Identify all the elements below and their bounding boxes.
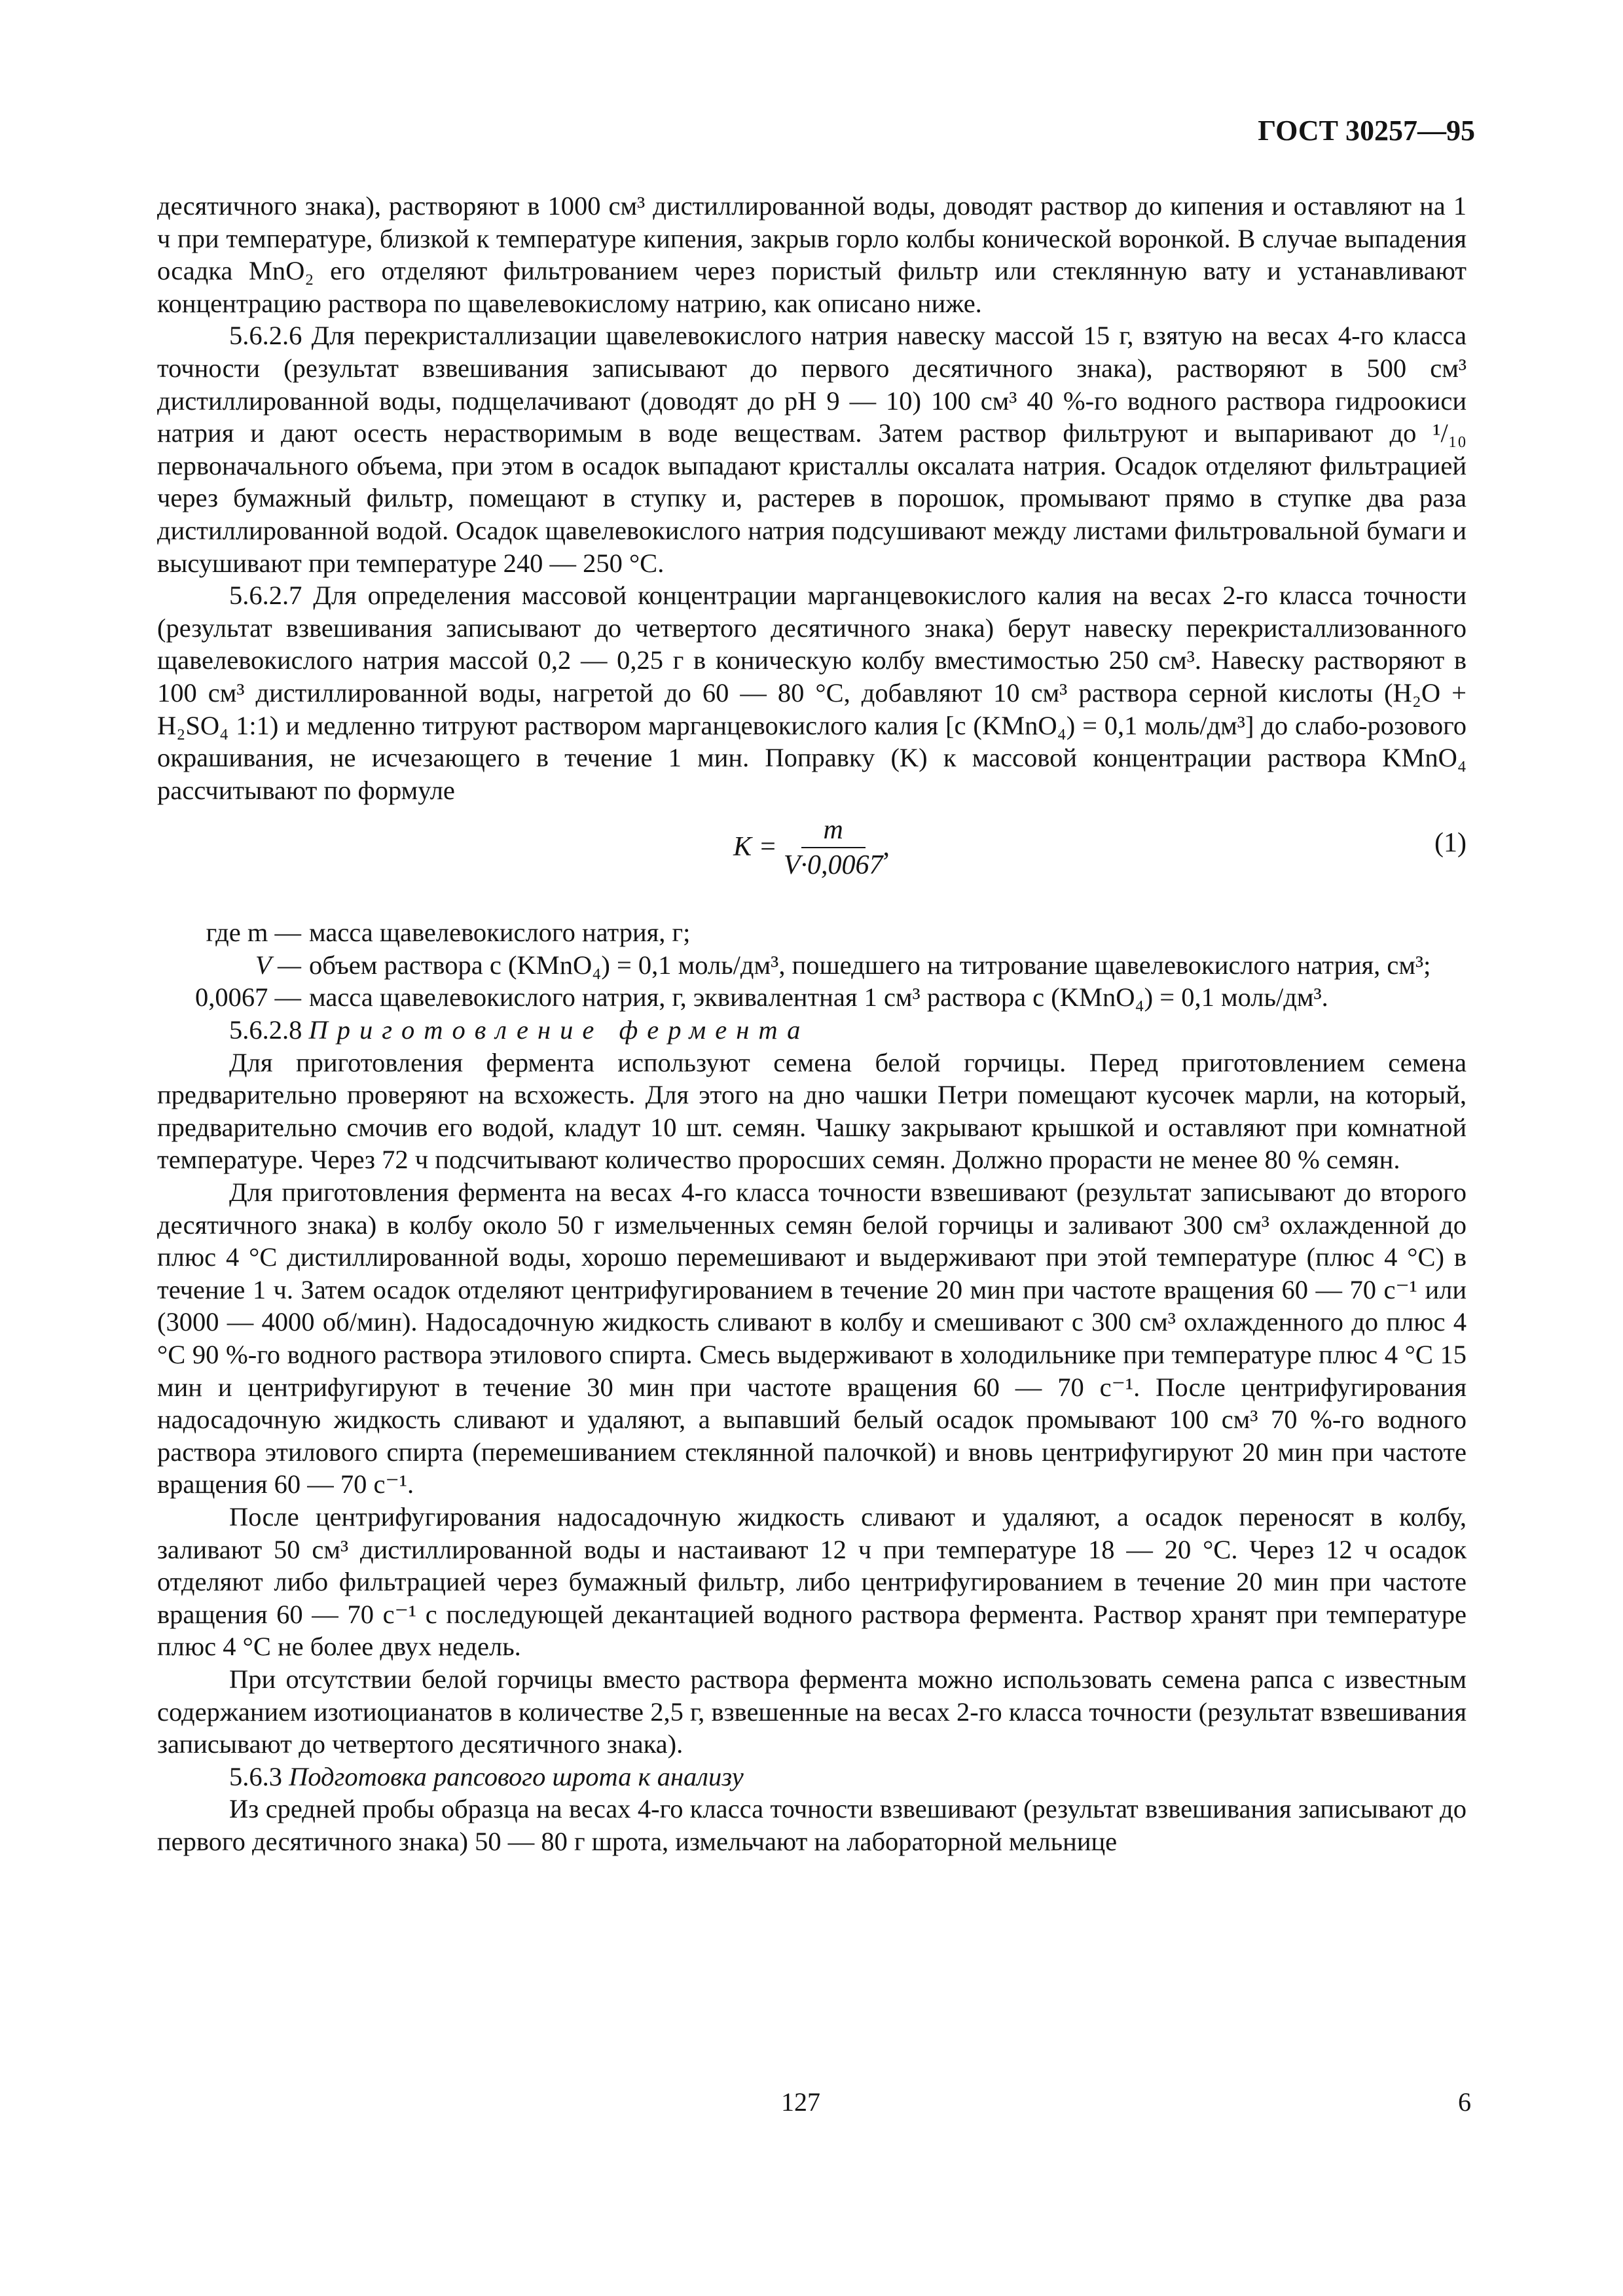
formula-denominator: V·0,0067: [783, 850, 883, 881]
paragraph-5-6-2-6: 5.6.2.6 Для перекристаллизации щавелевокислого натрия навеску массой 15 г, взятую на весах 4-го класса точности (результат взвешивания записывают до первого десятичного знака), растворяют в 500 см³ дистиллированной воды, подщелачивают (доводят до pH 9 — 10) 100 см³ 40 %-го водного раствора гидроокиси натрия и дают осесть нерастворимым в воде веществам. Затем раствор фильтруют и выпаривают до ¹/₁₀ первоначального объема, при этом в осадок выпадают кристаллы оксалата натрия. Осадок отделяют фильтрацией через бумажный фильтр, помещают в ступку и, растерев в порошок, промывают прямо в ступке два раза дистиллированной водой. Осадок щавелевокислого натрия подсушивают между листами фильтровальной бумаги и высушивают при температуре 240 — 250 °C.: [157, 321, 1467, 578]
paragraph: Для приготовления фермента на весах 4-го класса точности взвешивают (результат записывают до второго десятичного знака) в колбу около 50 г измельченных семян белой горчицы и заливают 300 см³ охлажденной до плюс 4 °C дистиллированной воды, хорошо перемешивают и выдерживают при этой температуре (плюс 4 °C) в течение 1 ч. Затем осадок отделяют центрифугированием в течение 20 мин при частоте вращения 60 — 70 с⁻¹ или (3000 — 4000 об/мин). Надосадочную жидкость сливают в колбу и смешивают с 300 см³ охлажденного до плюс 4 °C 90 %-го водного раствора этилового спирта. Смесь выдерживают в холодильнике при температуре плюс 4 °C 15 мин и центрифугируют в течение 30 мин при частоте вращения 60 — 70 с⁻¹. После центрифугирования надосадочную жидкость сливают и удаляют, а выпавший белый осадок промывают 100 см³ 70 %-го водного раствора этилового спирта (перемешиванием стеклянной палочкой) и вновь центрифугируют 20 мин при частоте вращения 60 — 70 с⁻¹.: [157, 1177, 1467, 1499]
section-title: Приготовление фермента: [308, 1015, 810, 1045]
paragraph: После центрифугирования надосадочную жидкость сливают и удаляют, а осадок переносят в колбу, заливают 50 см³ дистиллированной воды и настаивают 12 ч при температуре 18 — 20 °C. Через 12 ч осадок отделяют либо фильтрацией через бумажный фильтр, либо центрифугированием в течение 20 мин при частоте вращения 60 — 70 с⁻¹ с последующей декантацией водного раствора фермента. Раствор хранят при температуре плюс 4 °C не более двух недель.: [157, 1501, 1467, 1662]
page-number: 127: [781, 2087, 820, 2117]
formula-1: [157, 806, 1467, 916]
where-item: [157, 981, 1467, 1014]
where-text: масса щавелевокислого натрия, г, эквивалентная 1 см³ раствора c (KMnO₄) = 0,1 моль/дм³.: [309, 982, 1328, 1013]
section-heading-5-6-2-8: [157, 1014, 1467, 1047]
sheet-number: 6: [1458, 2087, 1471, 2117]
formula-trail: ,: [883, 832, 890, 863]
paragraph: При отсутствии белой горчицы вместо раствора фермента можно использовать семена рапса с известным содержанием изотиоцианатов в количестве 2,5 г, взвешенные на весах 2-го класса точности (результат взвешивания записывают до четвертого десятичного знака).: [157, 1664, 1467, 1759]
paragraph: Для приготовления фермента используют семена белой горчицы. Перед приготовлением семена предварительно проверяют на всхожесть. Для этого на дно чашки Петри помещают кусочек марли, на который, предварительно смочив его водой, кладут 10 шт. семян. Чашку закрывают крышкой и оставляют при комнатной температуре. Через 72 ч подсчитывают количество проросших семян. Должно прорасти не менее 80 % семян.: [157, 1047, 1467, 1175]
section-heading-5-6-3: [157, 1761, 1467, 1793]
section-title: Подготовка рапсового шрота к анализу: [289, 1761, 744, 1791]
formula-number: (1): [1434, 828, 1467, 859]
section-number: 5.6.3: [229, 1761, 282, 1791]
formula-lhs: K =: [733, 832, 777, 863]
where-label: 0,0067 —: [195, 982, 301, 1013]
paragraph: Из средней пробы образца на весах 4-го класса точности взвешивают (результат взвешивания записывают до первого десятичного знака) 50 — 80 г шрота, измельчают на лабораторной мельнице: [157, 1794, 1467, 1856]
where-label: где m —: [206, 918, 301, 948]
document-code: ГОСТ 30257—95: [1258, 115, 1475, 147]
where-text: объем раствора c (KMnO₄) = 0,1 моль/дм³, пошедшего на титрование щавелевокислого натрия, см³;: [309, 950, 1431, 980]
where-text: масса щавелевокислого натрия, г;: [309, 918, 691, 948]
paragraph: десятичного знака), растворяют в 1000 см³ дистиллированной воды, доводят раствор до кипения и оставляют на 1 ч при температуре, близкой к температуре кипения, закрыв горло колбы конической воронкой. В случае выпадения осадка MnO₂ его отделяют фильтрованием через пористый фильтр или стеклянную вату и устанавливают концентрацию раствора по щавелевокислому натрию, как описано ниже.: [157, 191, 1467, 318]
section-number: 5.6.2.8: [229, 1015, 302, 1045]
where-label: V —: [255, 950, 301, 980]
paragraph-5-6-2-7: 5.6.2.7 Для определения массовой концентрации марганцевокислого калия на весах 2-го класса точности (результат взвешивания записывают до четвертого десятичного знака) берут навеску перекристаллизованного щавелевокислого натрия массой 0,2 — 0,25 г в коническую колбу вместимостью 250 см³. Навеску растворяют в 100 см³ дистиллированной воды, нагретой до 60 — 80 °C, добавляют 10 см³ раствора серной кислоты (H₂O + H₂SO₄ 1:1) и медленно титруют раствором марганцевокислого калия [c (KMnO₄) = 0,1 моль/дм³] до слабо-розового окрашивания, не исчезающего в течение 1 мин. Поправку (K) к массовой концентрации раствора KMnO₄ рассчитывают по формуле: [157, 581, 1467, 805]
formula-numerator: m: [801, 813, 866, 848]
where-item: [157, 949, 1467, 982]
page-body: [157, 190, 1467, 1858]
where-item: [157, 916, 1467, 949]
